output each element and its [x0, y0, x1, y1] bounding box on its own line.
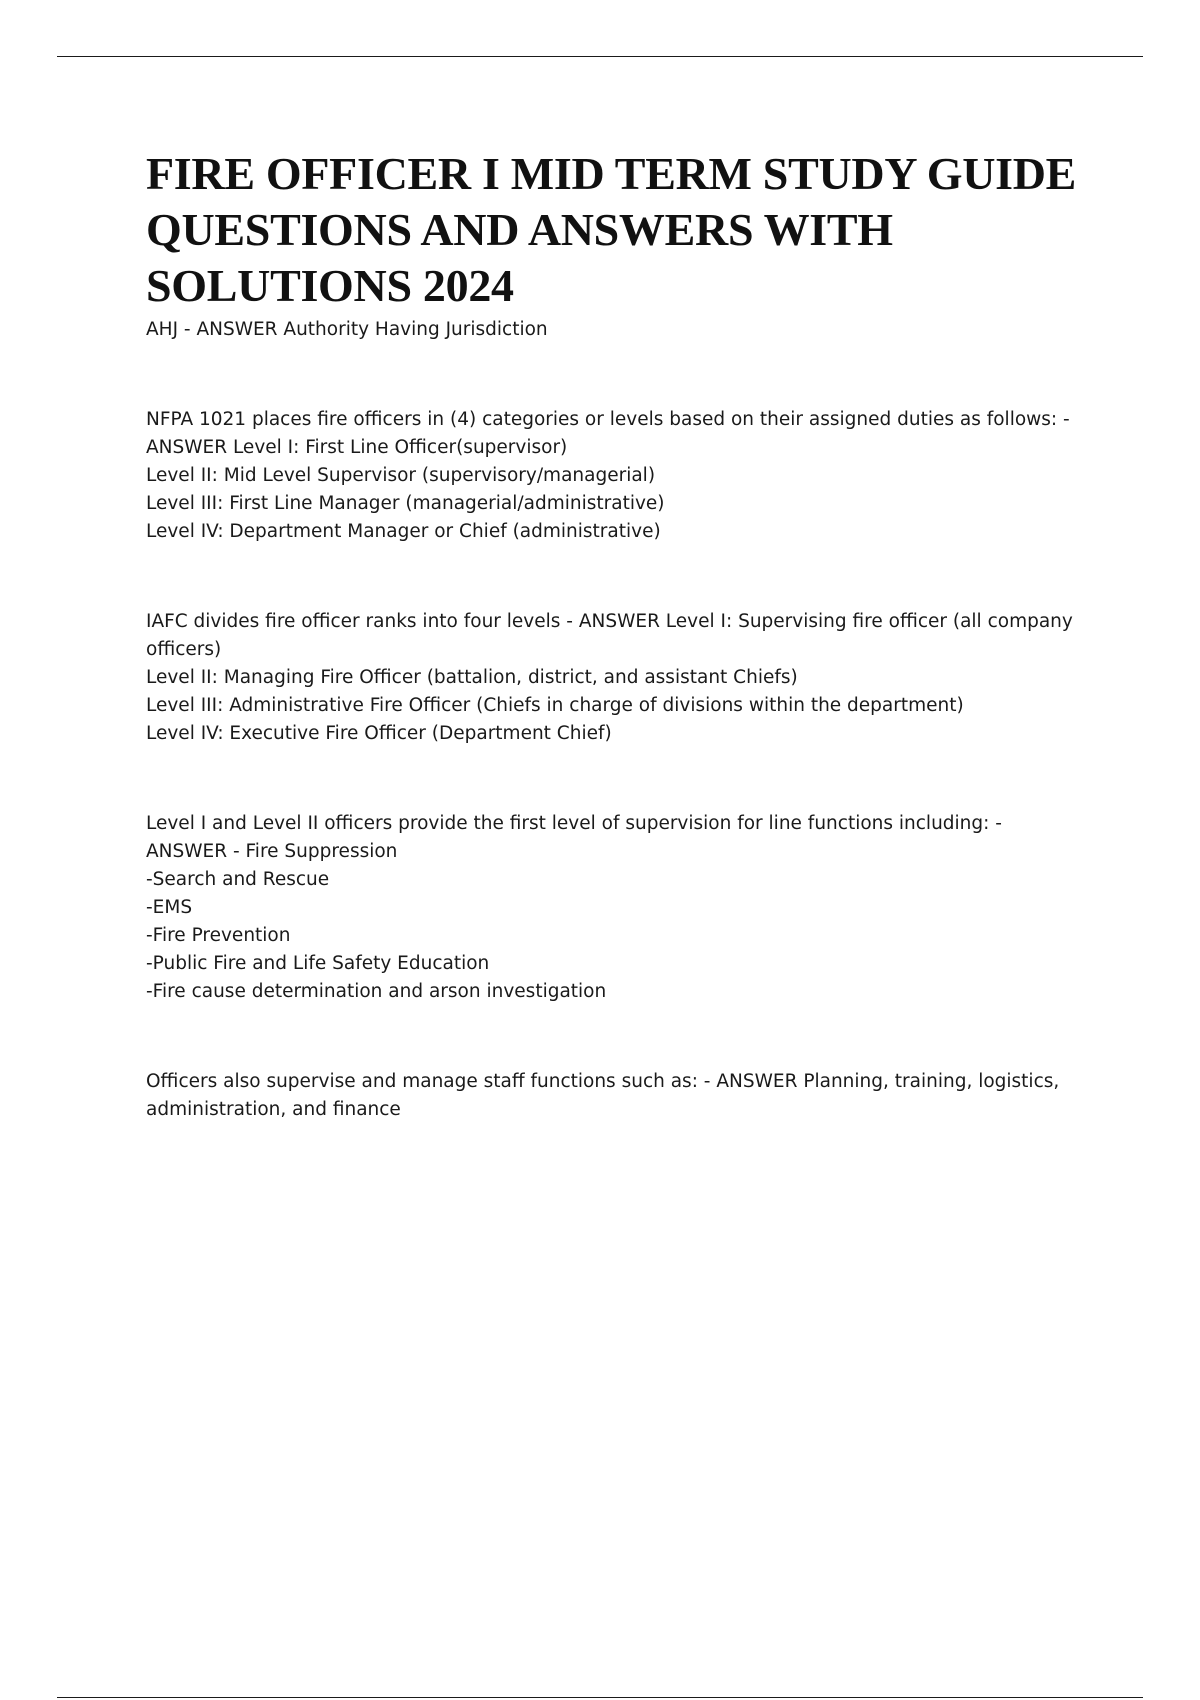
qa-line: Officers also supervise and manage staff functions such as: - ANSWER Planning, training, logistics, administration, and finance	[146, 1071, 1060, 1120]
qa-line: Level III: First Line Manager (managerial/administrative)	[146, 493, 665, 514]
qa-line: Level II: Managing Fire Officer (battalion, district, and assistant Chiefs)	[146, 667, 798, 688]
qa-line: Level I and Level II officers provide the first level of supervision for line functions including: - ANSWER - Fire Suppression	[146, 813, 1002, 862]
qa-entry-iafc-levels	[146, 608, 1086, 748]
qa-line: Level III: Administrative Fire Officer (Chiefs in charge of divisions within the department)	[146, 695, 964, 716]
top-rule	[57, 56, 1143, 57]
qa-line: Level IV: Executive Fire Officer (Department Chief)	[146, 723, 612, 744]
qa-line: -Public Fire and Life Safety Education	[146, 953, 490, 974]
qa-entry-ahj	[146, 316, 1086, 344]
qa-line: Level IV: Department Manager or Chief (administrative)	[146, 521, 661, 542]
qa-line: IAFC divides fire officer ranks into four levels - ANSWER Level I: Supervising fire officer (all company officers)	[146, 611, 1073, 660]
qa-line: -Fire cause determination and arson investigation	[146, 981, 607, 1002]
qa-line: -EMS	[146, 897, 193, 918]
qa-entry-nfpa-1021-levels	[146, 406, 1086, 546]
document-title: FIRE OFFICER I MID TERM STUDY GUIDE QUESTIONS AND ANSWERS WITH SOLUTIONS 2024	[146, 148, 1077, 311]
qa-line: -Search and Rescue	[146, 869, 330, 890]
qa-entry-line-functions	[146, 810, 1086, 1006]
qa-line: AHJ - ANSWER Authority Having Jurisdiction	[146, 319, 548, 340]
qa-line: NFPA 1021 places fire officers in (4) categories or levels based on their assigned duties as follows: - ANSWER Level I: First Line Officer(supervisor)	[146, 409, 1070, 458]
qa-entry-staff-functions	[146, 1068, 1086, 1124]
qa-line: -Fire Prevention	[146, 925, 291, 946]
qa-line: Level II: Mid Level Supervisor (supervisory/managerial)	[146, 465, 656, 486]
document-body	[146, 146, 1086, 1124]
bottom-rule	[57, 1697, 1143, 1698]
